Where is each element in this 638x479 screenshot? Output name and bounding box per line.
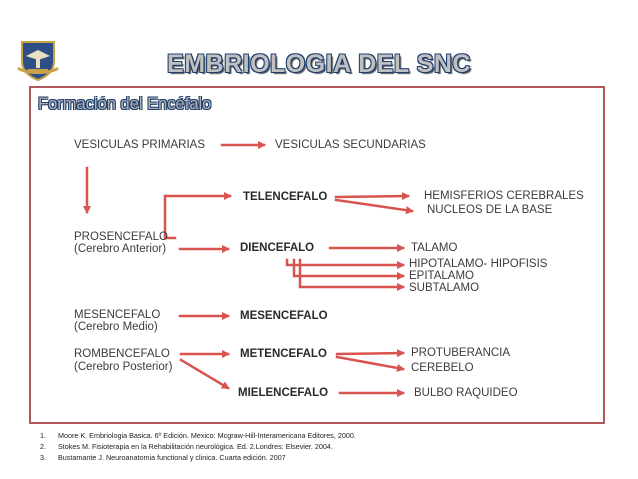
label-nucleos: NUCLEOS DE LA BASE xyxy=(427,204,553,216)
label-cerebelo: CEREBELO xyxy=(411,362,474,374)
label-rombencefalo-sub: (Cerebro Posterior) xyxy=(74,361,173,373)
label-mesencefalo: MESENCEFALO xyxy=(74,309,161,321)
label-mielencefalo: MIELENCEFALO xyxy=(238,387,329,399)
label-rombencefalo: ROMBENCEFALO xyxy=(74,348,170,360)
reference-item xyxy=(40,430,356,441)
reference-number: 1. xyxy=(40,431,46,440)
reference-text: Moore K. Embriologia Basica. 6º Edición. Mexico: Mcgraw-Hill-Interamericana Editores, 2000. xyxy=(58,431,356,440)
references-list xyxy=(40,430,356,463)
reference-text: Stokes M. Fisioterapia en la Rehabilitación neurológica. Ed. 2.Londres: Elsevier. 2004. xyxy=(58,442,333,451)
label-prosencefalo: PROSENCEFALO xyxy=(74,231,168,243)
slide-title: EMBRIOLOGIA DEL SNC xyxy=(167,50,471,78)
label-metencefalo: METENCEFALO xyxy=(240,348,327,360)
label-mesencefalo-secundaria: MESENCEFALO xyxy=(240,310,328,322)
reference-number: 2. xyxy=(40,442,46,451)
label-diencefalo: DIENCEFALO xyxy=(240,242,315,254)
slide-subtitle: Formación del Encéfalo xyxy=(38,95,212,113)
reference-number: 3. xyxy=(40,453,46,462)
label-prosencefalo-sub: (Cerebro Anterior) xyxy=(74,243,167,255)
label-talamo: TALAMO xyxy=(411,242,458,254)
label-vesiculas-secundarias: VESICULAS SECUNDARIAS xyxy=(275,139,426,151)
label-protuberancia: PROTUBERANCIA xyxy=(411,347,511,359)
reference-item xyxy=(40,452,356,463)
label-subtalamo: SUBTALAMO xyxy=(409,282,480,294)
label-mesencefalo-sub: (Cerebro Medio) xyxy=(74,321,158,333)
label-bulbo: BULBO RAQUIDEO xyxy=(414,387,518,399)
label-hemisferios: HEMISFERIOS CEREBRALES xyxy=(424,190,584,202)
reference-text: Bustamante J. Neuroanatomia functional y clinica. Cuarta edición. 2007 xyxy=(58,453,286,462)
label-telencefalo: TELENCEFALO xyxy=(243,191,328,203)
reference-item xyxy=(40,441,356,452)
label-vesiculas-primarias: VESICULAS PRIMARIAS xyxy=(74,139,206,151)
label-epitalamo: EPITALAMO xyxy=(409,270,474,282)
label-hipotalamo: HIPOTALAMO- HIPOFISIS xyxy=(409,258,548,270)
